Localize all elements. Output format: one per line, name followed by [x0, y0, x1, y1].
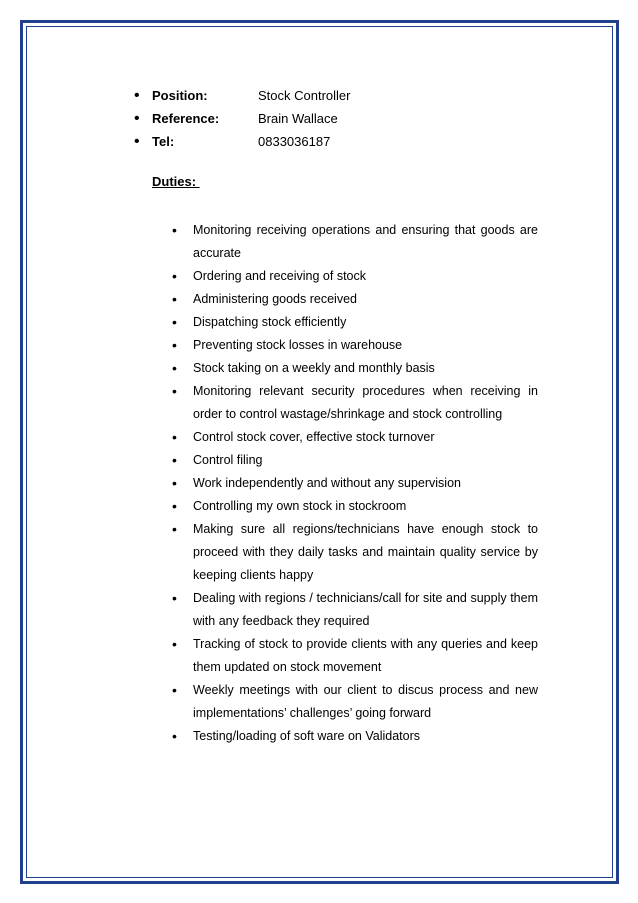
duty-item [172, 265, 538, 288]
detail-label: Reference: [152, 111, 220, 126]
bullet-icon: • [134, 87, 140, 104]
bullet-icon: • [172, 337, 177, 353]
detail-label: Tel: [152, 134, 175, 149]
duty-text: Controlling my own stock in stockroom [193, 499, 407, 513]
duty-text: Making sure all regions/technicians have enough stock to proceed with they daily tasks and maintain quality service by keeping clients happy [193, 522, 538, 582]
duty-item [172, 288, 538, 311]
duty-item [172, 495, 538, 518]
duty-item [172, 587, 538, 633]
duty-item [172, 334, 538, 357]
bullet-icon: • [172, 360, 177, 376]
duties-list [172, 219, 538, 748]
bullet-icon: • [172, 268, 177, 284]
detail-value: Brain Wallace [258, 111, 338, 126]
bullet-icon: • [172, 498, 177, 514]
duty-item [172, 357, 538, 380]
bullet-icon: • [172, 222, 177, 238]
bullet-icon: • [172, 521, 177, 537]
duty-item [172, 380, 538, 426]
bullet-icon: • [172, 383, 177, 399]
bullet-icon: • [134, 133, 140, 150]
detail-label: Position: [152, 88, 208, 103]
duties-heading: Duties: [152, 174, 200, 189]
duty-text: Control filing [193, 453, 263, 467]
bullet-icon: • [172, 590, 177, 606]
duty-text: Weekly meetings with our client to discus process and new implementations’ challenges’ going forward [193, 683, 538, 720]
duty-item [172, 449, 538, 472]
bullet-icon: • [172, 291, 177, 307]
duty-text: Testing/loading of soft ware on Validators [193, 729, 420, 743]
bullet-icon: • [172, 636, 177, 652]
bullet-icon: • [172, 429, 177, 445]
duty-item [172, 633, 538, 679]
detail-value: Stock Controller [258, 88, 351, 103]
duty-text: Monitoring relevant security procedures when receiving in order to control wastage/shrinkage and stock controlling [193, 384, 538, 421]
bullet-icon: • [172, 452, 177, 468]
duty-text: Preventing stock losses in warehouse [193, 338, 403, 352]
bullet-icon: • [172, 314, 177, 330]
duty-item [172, 518, 538, 587]
duty-item [172, 311, 538, 334]
duty-item [172, 219, 538, 265]
duty-text: Administering goods received [193, 292, 357, 306]
bullet-icon: • [172, 728, 177, 744]
duty-text: Work independently and without any supervision [193, 476, 461, 490]
detail-value: 0833036187 [258, 134, 331, 149]
duty-text: Dispatching stock efficiently [193, 315, 347, 329]
duty-text: Stock taking on a weekly and monthly basis [193, 361, 435, 375]
duty-text: Control stock cover, effective stock turnover [193, 430, 435, 444]
bullet-icon: • [172, 682, 177, 698]
bullet-icon: • [172, 475, 177, 491]
duty-text: Monitoring receiving operations and ensuring that goods are accurate [193, 223, 538, 260]
duty-item [172, 472, 538, 495]
duty-text: Tracking of stock to provide clients with any queries and keep them updated on stock movement [193, 637, 538, 674]
duty-text: Ordering and receiving of stock [193, 269, 367, 283]
bullet-icon: • [134, 110, 140, 127]
duty-text: Dealing with regions / technicians/call for site and supply them with any feedback they required [193, 591, 538, 628]
duty-item [172, 725, 538, 748]
duty-item [172, 426, 538, 449]
duty-item [172, 679, 538, 725]
